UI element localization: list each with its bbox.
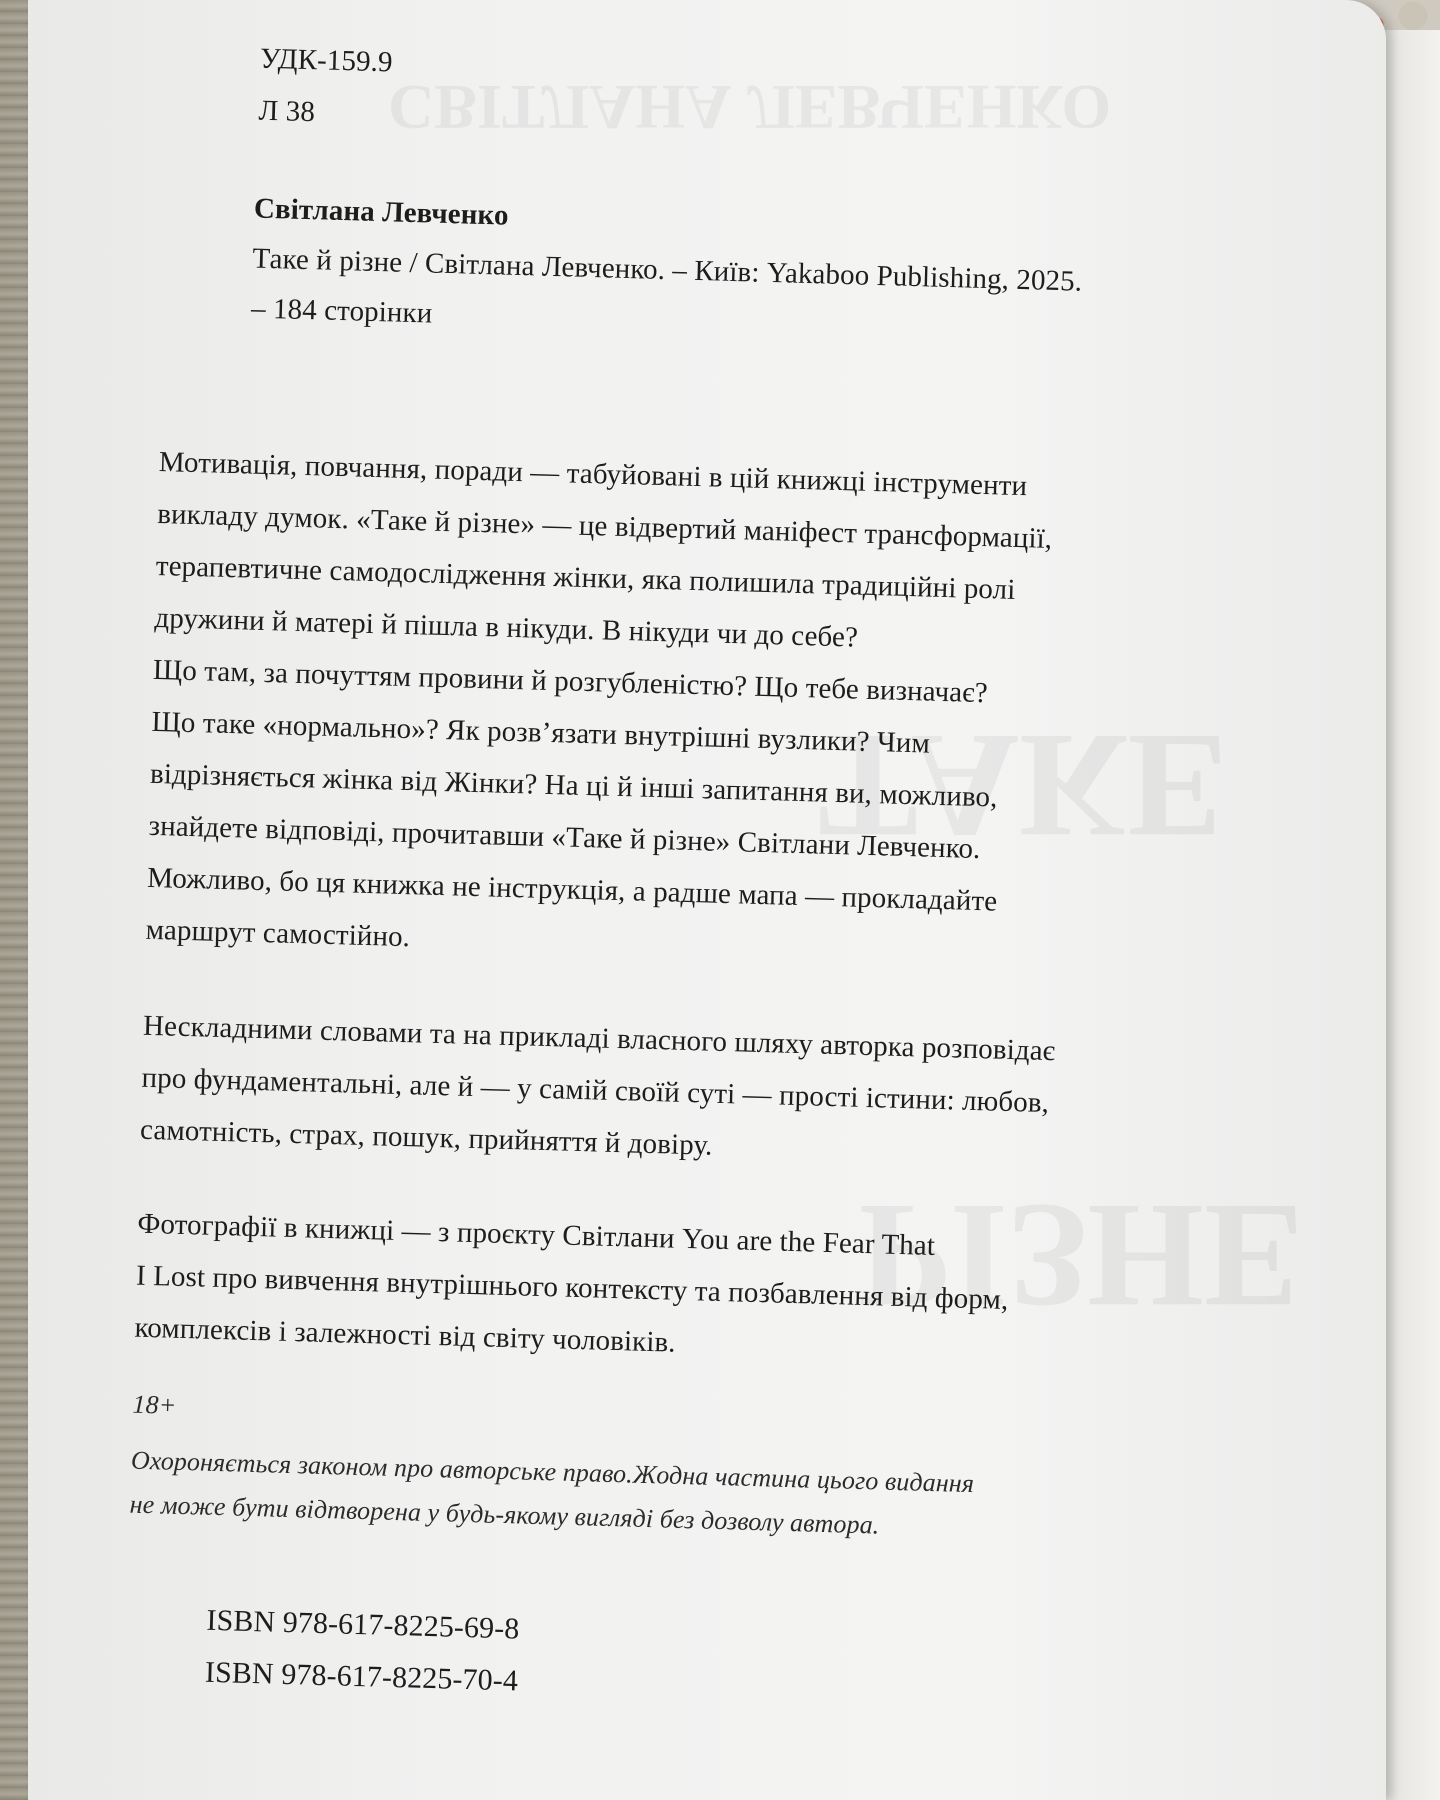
paragraph-line: Можливо, бо ця книжка не інструкція, а радше мапа — прокладайте [146, 861, 998, 918]
age-rating: 18+ [132, 1389, 177, 1420]
paragraph-line: Фотографії в книжці — з проєкту Світлани You are the Fear That [137, 1207, 936, 1262]
paragraph-line: Що там, за почуттям провини й розгубленістю? Що тебе визначає? [152, 653, 989, 710]
paragraph-line: комплексів і залежності від світу чоловіків. [134, 1311, 677, 1359]
bib-line-2: – 184 сторінки [250, 292, 433, 330]
show-through-text: СВІТЛАНА ЛЕВЧЕНКО [388, 72, 1112, 143]
udk-code: УДК-159.9 [259, 42, 394, 79]
paragraph-line: I Lost про вивчення внутрішнього контексту та позбавлення від форм, [135, 1259, 1009, 1317]
show-through-text: РІЗНЕ [858, 1173, 1304, 1339]
paragraph-line: Що таке «нормально»? Як розв’язати внутрішні вузлики? Чим [151, 705, 931, 760]
show-through-text: ТАКЕ [818, 703, 1228, 869]
isbn-1: ISBN 978-617-8225-69-8 [206, 1603, 520, 1646]
paragraph-line: знайдете відповіді, прочитавши «Таке й різне» Світлани Левченко. [148, 809, 981, 866]
cutter-code: Л 38 [258, 94, 316, 129]
paragraph-line: самотність, страх, пошук, прийняття й довіру. [139, 1113, 713, 1162]
bib-line-1: Таке й різне / Світлана Левченко. – Київ: Yakaboo Publishing, 2025. [252, 242, 1083, 298]
paragraph-line: Мотивація, повчання, поради — табуйовані в цій книжці інструменти [158, 445, 1028, 503]
paragraph-line: відрізняється жінка від Жінки? На ці й інші запитання ви, можливо, [149, 757, 998, 814]
paragraph-line: дружини й матері й пішла в нікуди. В нікуди чи до себе? [154, 601, 859, 654]
paragraph-line: Нескладними словами та на прикладі власного шляху авторка розповідає [142, 1009, 1056, 1068]
paragraph-line: викладу думок. «Таке й різне» — це відвертий маніфест трансформації, [156, 497, 1053, 555]
paragraph-line: маршрут самостійно. [145, 913, 411, 954]
paragraph-line: про фундаментальні, але й — у самій своїй суті — прості істини: любов, [141, 1061, 1050, 1120]
author-name: Світлана Левченко [253, 192, 510, 232]
copyright-line-1: Охороняється законом про авторське право.Жодна частина цього видання [130, 1445, 975, 1499]
isbn-2: ISBN 978-617-8225-70-4 [204, 1655, 519, 1698]
paragraph-line: терапевтичне самодослідження жінки, яка полишила традиційні ролі [155, 549, 1016, 606]
copyright-line-2: не може бути відтворена у будь-якому вигляді без дозволу автора. [129, 1489, 880, 1540]
